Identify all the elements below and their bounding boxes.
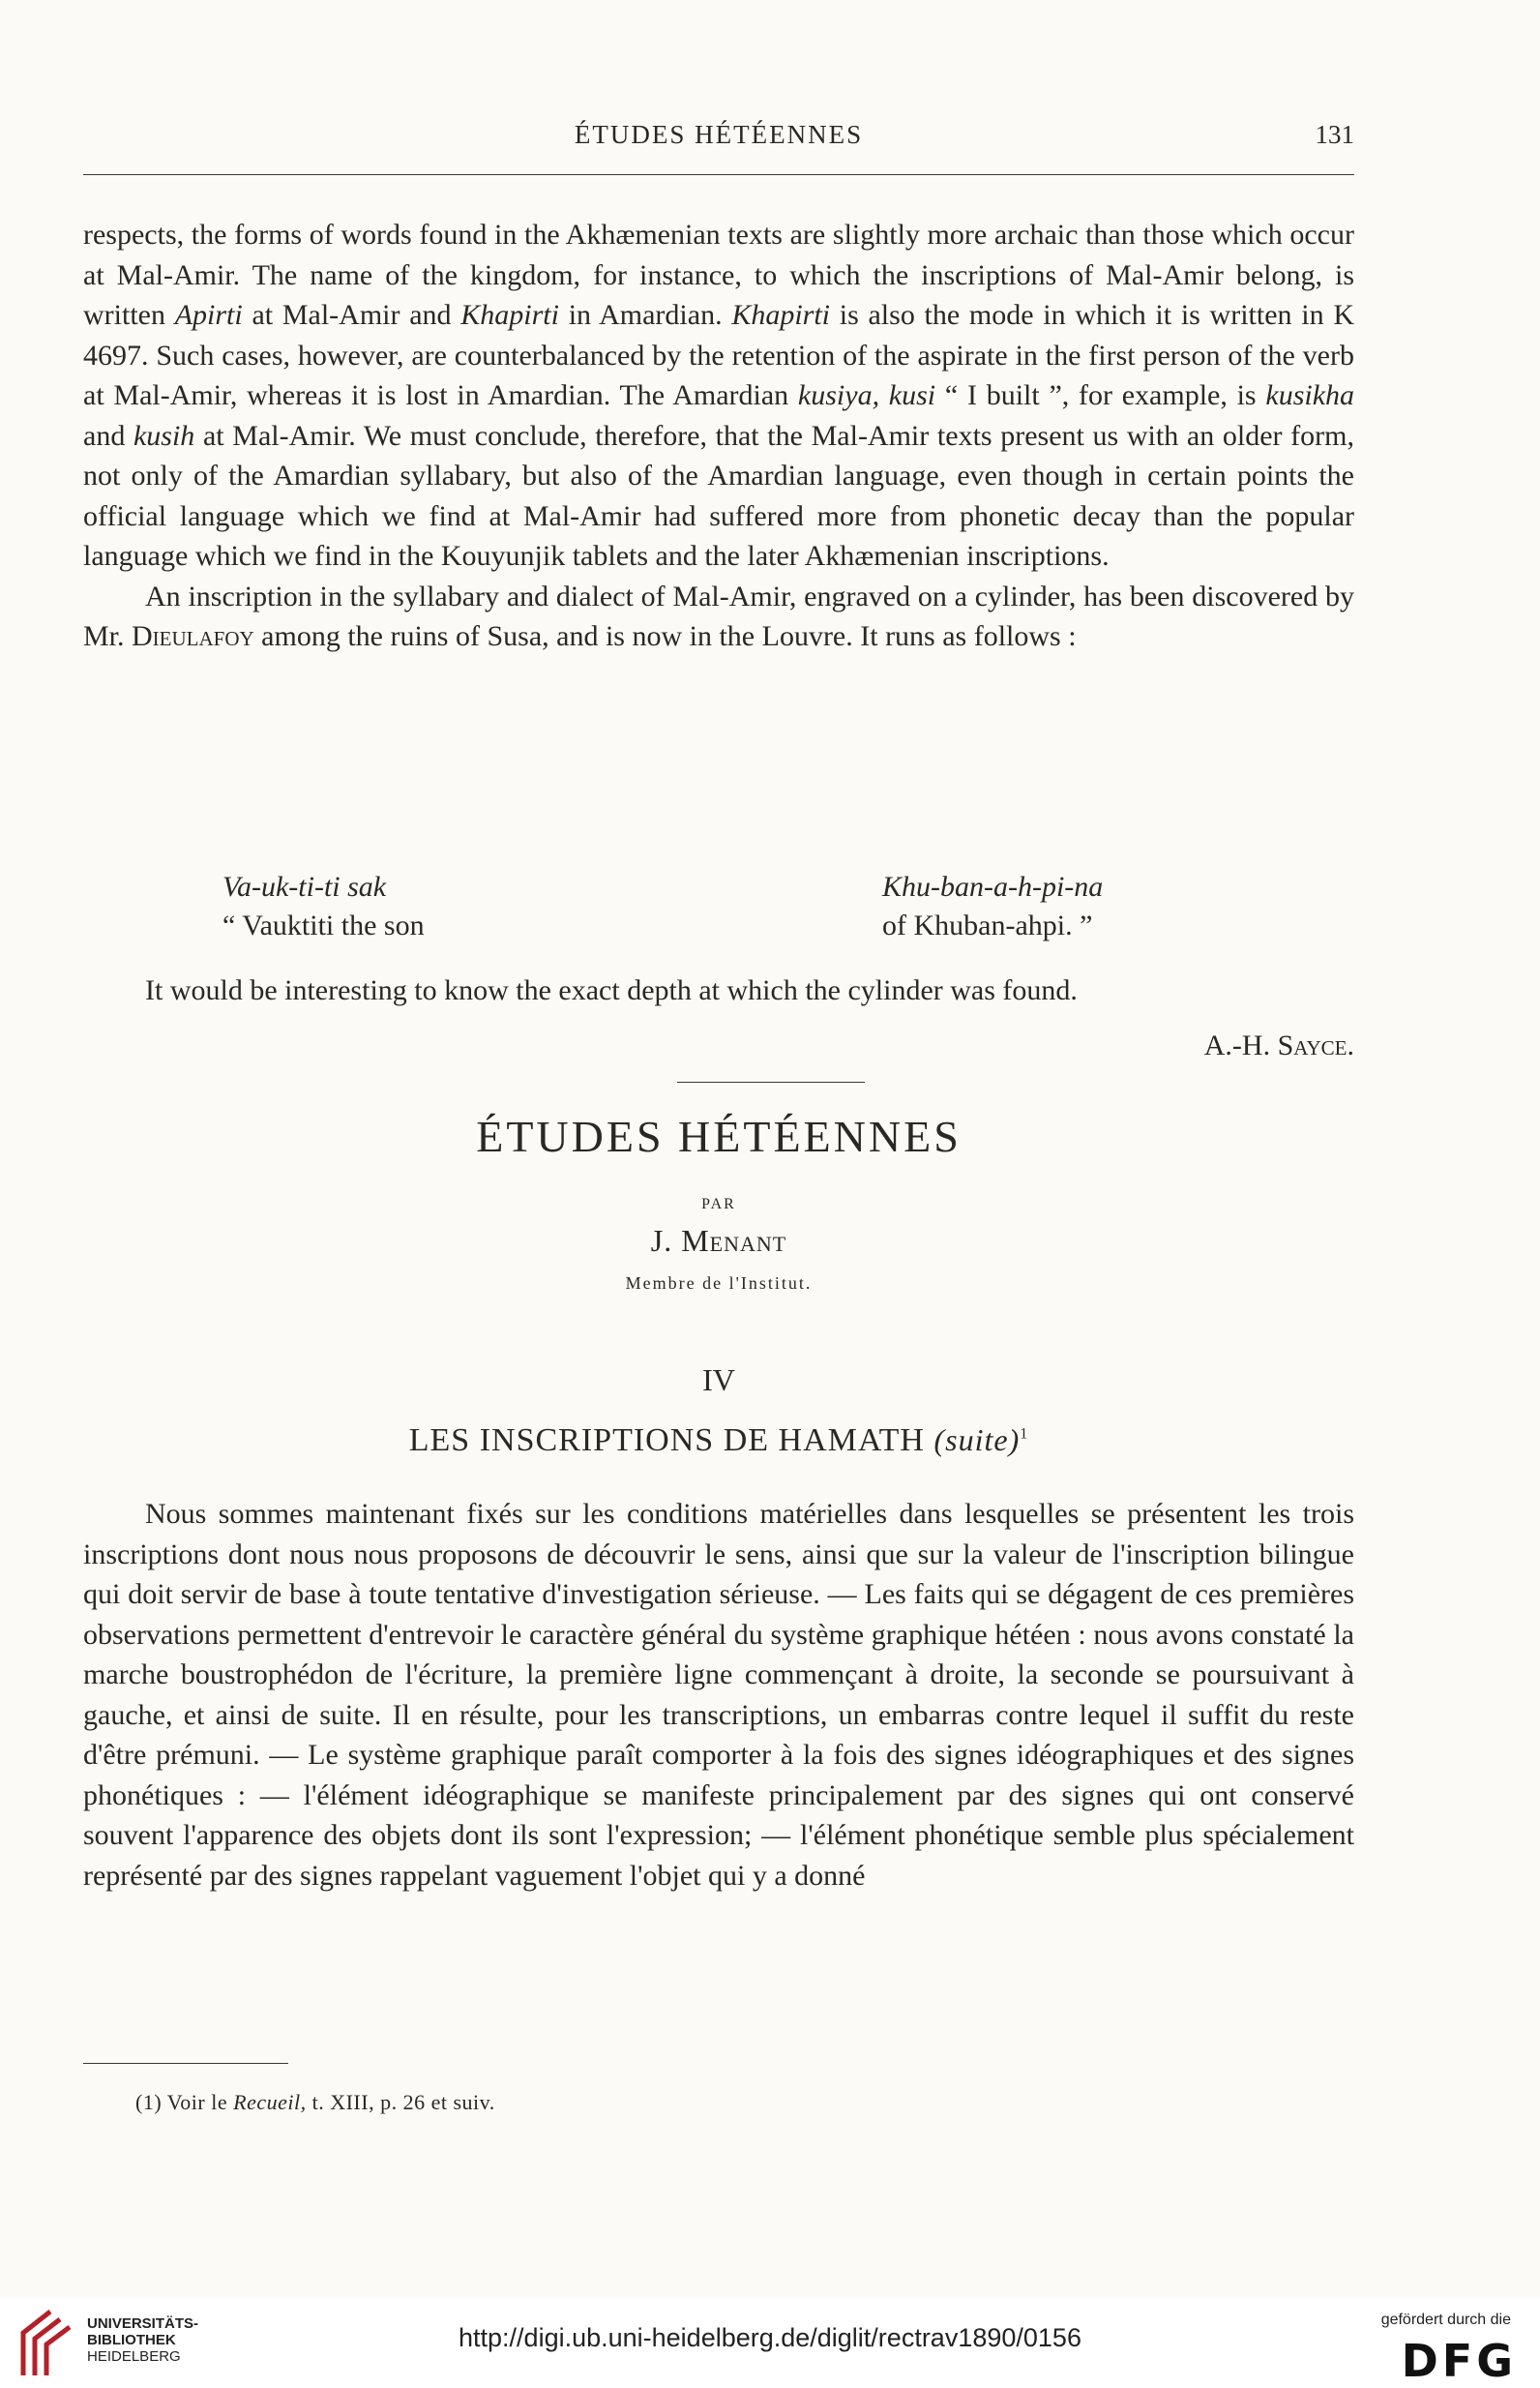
text-run: t. XIII, p. 26 et suiv. xyxy=(306,2090,495,2114)
library-name-line-3: HEIDELBERG xyxy=(87,2348,181,2365)
sayce-text-block xyxy=(83,215,1354,657)
inscription-left-transliteration: Va-uk-ti-ti sak xyxy=(222,871,387,903)
sayce-paragraph xyxy=(83,215,1354,577)
article-title: ÉTUDES HÉTÉENNES xyxy=(476,1112,962,1161)
digitization-banner xyxy=(0,2298,1540,2388)
text-run: (1) Voir le xyxy=(135,2090,234,2114)
signature: A.-H. Sayce. xyxy=(1203,1030,1354,1061)
footnote-rule xyxy=(83,2063,288,2064)
article-separator-rule xyxy=(677,1082,865,1083)
text-run: at Mal-Amir. We must conclude, therefore, that the Mal-Amir texts present us with an older form, not only of the Amardian syllabary, but also of the Amardian language, even though in certain points the official language which we find at Mal-Amir had suffered more from phonetic decay than the popular language which we find in the Kouyunjik tablets and the later Akhæmenian inscriptions. xyxy=(83,419,1354,572)
inscription-right-transliteration: Khu-ban-a-h-pi-na xyxy=(882,871,1104,903)
text-run: An inscription in the syllabary and dialect of Mal-Amir, engraved on a cylinder, has been discovered by Mr. xyxy=(83,580,1354,652)
text-run: “ I built ”, for example, is xyxy=(935,379,1266,411)
closing-block xyxy=(83,970,1354,1011)
dfg-logo: DFG xyxy=(1401,2335,1517,2387)
subtitle-text: LES INSCRIPTIONS DE HAMATH xyxy=(408,1422,925,1458)
section-subtitle xyxy=(83,1422,1354,1459)
italic-run: kusikha xyxy=(1265,379,1355,411)
french-text-block xyxy=(83,1494,1354,1895)
library-name-line-1: UNIVERSITÄTS- xyxy=(87,2315,199,2332)
italic-run: Apirti xyxy=(174,299,243,331)
closing-sentence: It would be interesting to know the exact depth at which the cylinder was found. xyxy=(145,974,1078,1006)
inscription-right-translation: of Khuban-ahpi. ” xyxy=(882,910,1093,941)
text-run: at Mal-Amir and xyxy=(242,299,461,331)
italic-run: Khapirti xyxy=(460,299,559,331)
par-label: PAR xyxy=(701,1196,736,1212)
author-name: J. Menant xyxy=(650,1223,787,1258)
subtitle-suite: (suite) xyxy=(933,1422,1021,1457)
italic-run: kusih xyxy=(133,419,195,452)
source-url-link[interactable]: http://digi.ub.uni-heidelberg.de/diglit/rectrav1890/0156 xyxy=(459,2323,1081,2352)
running-head-title: ÉTUDES HÉTÉENNES xyxy=(574,120,864,149)
text-run: and xyxy=(83,419,133,452)
text-run: among the ruins of Susa, and is now in the Louvre. It runs as follows : xyxy=(253,620,1077,652)
footnote xyxy=(135,2090,495,2115)
text-run: in Amardian. xyxy=(558,299,732,331)
text-run: is also the mode in which it is written in K 4697. Such cases, however, are counterbalanced by the retention of the aspirate in the first person of the verb at Mal-Amir, whereas it is lost in Amardian. The Amardian xyxy=(83,299,1354,411)
page-number: 131 xyxy=(1315,120,1354,149)
italic-run: kusiya, kusi xyxy=(797,379,936,411)
text-run: respects, the forms of words found in the Akhæmenian texts are slightly more archaic than those which occur at Mal-Amir. The name of the kingdom, for instance, to which the inscriptions of Mal-Amir belong, is written xyxy=(83,219,1354,331)
section-number: IV xyxy=(702,1362,735,1397)
cylinder-paragraph xyxy=(83,577,1354,657)
footnote-reference: 1 xyxy=(1020,1425,1029,1443)
header-rule xyxy=(83,174,1354,175)
author-affiliation: Membre de l'Institut. xyxy=(625,1273,813,1293)
italic-run: Khapirti xyxy=(731,299,831,331)
small-caps-run: Dieulafoy xyxy=(132,620,254,652)
french-paragraph: Nous sommes maintenant fixés sur les conditions matérielles dans lesquelles se présentent les trois inscriptions dont nous nous proposons de découvrir le sens, ainsi que sur la valeur de l'inscription bilingue qui doit servir de base à toute tentative d'investigation sérieuse. — Les faits qui se dégagent de ces premières observations permettent d'entrevoir le caractère général du système graphique hétéen : nous avons constaté la marche boustrophédon de l'écriture, la première ligne commençant à droite, la seconde se poursuivant à gauche, et ainsi de suite. Il en résulte, pour les transcriptions, un embarras contre lequel il suffit du reste d'être prémuni. — Le système graphique paraît comporter à la fois des signes idéographiques et des signes phonétiques : — l'élément idéographique se manifeste principalement par des signes qui ont conservé souvent l'apparence des objets dont ils sont l'expression; — l'élément phonétique semble plus spécialement représenté par des signes rappelant vaguement l'objet qui y a donné xyxy=(83,1498,1354,1892)
funding-caption: gefördert durch die xyxy=(1380,2312,1511,2328)
italic-run: Recueil, xyxy=(233,2090,307,2114)
library-name-line-2: BIBLIOTHEK xyxy=(87,2332,176,2348)
inscription-left-translation: “ Vauktiti the son xyxy=(222,910,425,941)
cylinder-inscription xyxy=(83,871,1354,948)
running-head xyxy=(83,120,1354,159)
